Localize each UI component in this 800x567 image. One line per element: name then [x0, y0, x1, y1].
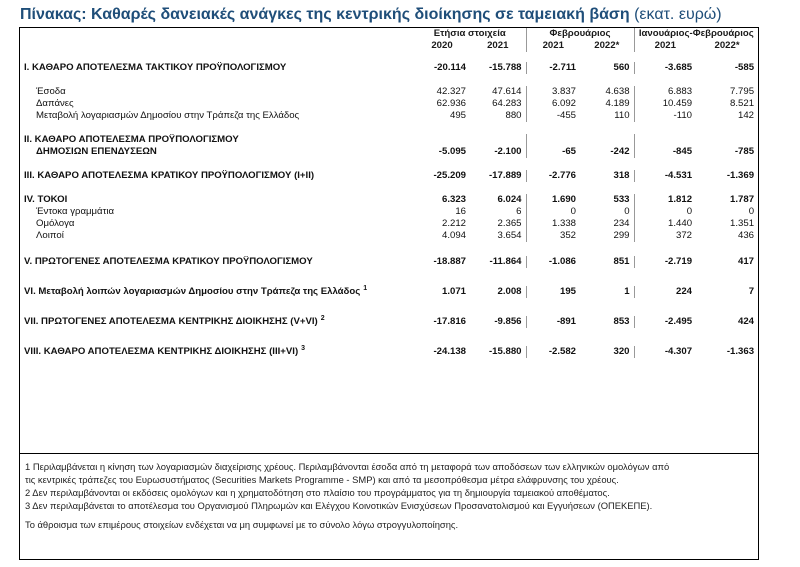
spacer-row [20, 242, 758, 256]
row-value: 10.459 [634, 98, 696, 110]
row-value: 352 [526, 230, 580, 242]
row-value: 2.008 [497, 286, 522, 297]
row-value: 436 [738, 230, 755, 241]
row-value: -15.880 [488, 346, 522, 357]
footnote-1b: τις κεντρικές τράπεζες του Ευρωσυστήματος (Securities Markets Programme - SMP) και από τα μεσοπρόθεσμα μέτρα ελάφρυνσης του χρέους. [25, 474, 619, 485]
table-row [20, 170, 758, 182]
row-label: Έντοκα γραμμάτια [36, 206, 115, 217]
row-value [634, 134, 696, 146]
spacer-row [20, 182, 758, 194]
row-value: 142 [738, 110, 755, 121]
row-value: -65 [526, 146, 580, 158]
row-value: 299 [613, 230, 630, 241]
row-value: 16 [455, 206, 466, 217]
row-value: 64.283 [492, 98, 522, 109]
row-value: -24.138 [433, 346, 466, 357]
header-annual: Ετήσια στοιχεία [433, 28, 506, 39]
row-value: 6.024 [497, 194, 522, 205]
header-year: 2020 [431, 40, 453, 51]
table-frame [19, 27, 759, 560]
row-value: 424 [738, 316, 755, 327]
row-value: -2.582 [526, 346, 580, 358]
table-row [20, 134, 758, 146]
row-value: -2.776 [526, 170, 580, 182]
table-row [20, 206, 758, 218]
row-value: 1.690 [526, 194, 580, 206]
row-value: 2.212 [441, 218, 466, 229]
header-year: 2022* [714, 40, 740, 51]
row-value: 42.327 [436, 86, 466, 97]
row-value: 533 [613, 194, 630, 205]
data-table [20, 28, 758, 358]
table-row [20, 146, 758, 158]
header-year: 2022* [594, 40, 620, 51]
row-value: 195 [526, 286, 580, 298]
row-value: -1.086 [526, 256, 580, 268]
spacer-row [20, 268, 758, 286]
row-value: -242 [610, 146, 630, 157]
row-label: Έσοδα [36, 86, 66, 97]
row-label: VII. ΠΡΩΤΟΓΕΝΕΣ ΑΠΟΤΕΛΕΣΜΑ ΚΕΝΤΡΙΚΗΣ ΔΙΟΙΚΗΣΗΣ (V+VI) $^2$ [24, 314, 325, 327]
row-value: 1.440 [634, 218, 696, 230]
row-value: 560 [613, 62, 630, 73]
row-value: -17.889 [488, 170, 522, 181]
row-value: -891 [526, 316, 580, 328]
row-value: 1.812 [634, 194, 696, 206]
table-row [20, 316, 758, 328]
row-label: Ομόλογα [36, 218, 75, 229]
row-value: 1 [624, 286, 630, 297]
footnote-3: 3 Δεν περιλαμβάνεται το αποτέλεσμα του Οργανισμού Πληρωμών και Ελέγχου Κοινοτικών Ενισχύσεων Προσανατολισμού και Εγγυήσεων (ΟΠΕΚΕΠΕ). [25, 500, 653, 511]
row-value: 851 [613, 256, 630, 267]
table-row [20, 194, 758, 206]
title-unit: (εκατ. ευρώ) [634, 6, 722, 23]
row-label: Δαπάνες [36, 98, 74, 109]
row-value: -1.363 [726, 346, 755, 357]
row-value: 1.351 [730, 218, 755, 229]
row-value: -4.531 [634, 170, 696, 182]
row-value: -2.495 [634, 316, 696, 328]
row-label: VIII. ΚΑΘΑΡΟ ΑΠΟΤΕΛΕΣΜΑ ΚΕΝΤΡΙΚΗΣ ΔΙΟΙΚΗΣΗΣ (III+VI) $^3$ [24, 344, 306, 357]
row-value: 372 [634, 230, 696, 242]
header-year: 2021 [487, 40, 509, 51]
row-value: 8.521 [730, 98, 755, 109]
row-value [526, 134, 580, 146]
row-label: Μεταβολή λογαριασμών Δημοσίου στην Τράπεζα της Ελλάδος [36, 110, 300, 121]
spacer-row [20, 74, 758, 86]
table-row [20, 230, 758, 242]
footnotes [25, 460, 755, 531]
row-value: 0 [526, 206, 580, 218]
row-value: 2.365 [497, 218, 522, 229]
row-value: 3.837 [526, 86, 580, 98]
header-group-row [20, 28, 758, 40]
row-value: 320 [613, 346, 630, 357]
row-value: 880 [505, 110, 522, 121]
row-value: 4.094 [441, 230, 466, 241]
row-value: 224 [634, 286, 696, 298]
row-value: -15.788 [488, 62, 522, 73]
row-value: -585 [734, 62, 755, 73]
header-february: Φεβρουάριος [526, 28, 634, 40]
table-row [20, 218, 758, 230]
row-label: I. ΚΑΘΑΡΟ ΑΠΟΤΕΛΕΣΜΑ ΤΑΚΤΙΚΟΥ ΠΡΟΫΠΟΛΟΓΙΣΜΟΥ [24, 62, 287, 73]
row-label: II. ΚΑΘΑΡΟ ΑΠΟΤΕΛΕΣΜΑ ΠΡΟΫΠΟΛΟΓΙΣΜΟΥ [24, 134, 239, 145]
row-value: -4.307 [634, 346, 696, 358]
table-row [20, 286, 758, 298]
spacer-row [20, 328, 758, 346]
spacer-row [20, 298, 758, 316]
row-value: -11.864 [489, 256, 522, 267]
header-jan-feb: Ιανουάριος-Φεβρουάριος [634, 28, 758, 40]
row-label: Λοιποί [36, 230, 64, 241]
row-value: -25.209 [433, 170, 466, 181]
table-bottom-rule [20, 453, 758, 454]
row-value: 234 [613, 218, 630, 229]
table-row [20, 256, 758, 268]
row-value: -1.369 [726, 170, 755, 181]
row-value: -2.100 [494, 146, 522, 157]
row-value: -455 [526, 110, 580, 122]
row-value: -2.719 [634, 256, 696, 268]
footnote-ref: 3 [301, 344, 306, 352]
row-value: -3.685 [634, 62, 696, 74]
header-year: 2021 [526, 40, 580, 52]
spacer-row [20, 122, 758, 134]
row-label: IV. ΤΟΚΟΙ [24, 194, 68, 205]
table-row [20, 110, 758, 122]
header-year: 2021 [634, 40, 696, 52]
row-value: 1.338 [526, 218, 580, 230]
table-row [20, 86, 758, 98]
row-value: 6.092 [526, 98, 580, 110]
row-label: V. ΠΡΩΤΟΓΕΝΕΣ ΑΠΟΤΕΛΕΣΜΑ ΚΡΑΤΙΚΟΥ ΠΡΟΫΠΟΛΟΓΙΣΜΟΥ [24, 256, 313, 267]
footnote-ref: 1 [363, 284, 368, 292]
table-row [20, 98, 758, 110]
footnote-ref: 2 [320, 314, 325, 322]
table-row [20, 346, 758, 358]
table-row [20, 62, 758, 74]
row-value: 62.936 [436, 98, 466, 109]
row-value: -18.887 [433, 256, 466, 267]
rounding-note: Το άθροισμα των επιμέρους στοιχείων ενδέχεται να μη συμφωνεί με το σύνολο λόγω στρογγυλοποίησης. [25, 519, 459, 530]
row-value: -9.856 [494, 316, 522, 327]
row-value [470, 134, 526, 146]
row-value: 110 [614, 110, 630, 121]
row-label: VI. Μεταβολή λοιπών λογαριασμών Δημοσίου στην Τράπεζα της Ελλάδος $^1$ [24, 284, 368, 297]
row-value: 0 [624, 206, 630, 217]
row-label: ΔΗΜΟΣΙΩΝ ΕΠΕΝΔΥΣΕΩΝ [36, 146, 157, 157]
row-value: -17.816 [433, 316, 466, 327]
row-value: -2.711 [526, 62, 580, 74]
row-value: 7.795 [730, 86, 755, 97]
row-value: 318 [613, 170, 630, 181]
row-value: -785 [734, 146, 755, 157]
spacer-row [20, 158, 758, 170]
row-value: 3.654 [497, 230, 522, 241]
row-value: -845 [634, 146, 696, 158]
row-value: -5.095 [438, 146, 466, 157]
row-value: 6.883 [634, 86, 696, 98]
row-value: 1.787 [730, 194, 755, 205]
row-value: 417 [738, 256, 755, 267]
row-value: 853 [613, 316, 630, 327]
spacer-row [20, 52, 758, 62]
row-value: -20.114 [433, 62, 466, 73]
row-label: III. ΚΑΘΑΡΟ ΑΠΟΤΕΛΕΣΜΑ ΚΡΑΤΙΚΟΥ ΠΡΟΫΠΟΛΟΓΙΣΜΟΥ (I+II) [24, 170, 315, 181]
row-value: 495 [449, 110, 466, 121]
row-value: 4.638 [605, 86, 630, 97]
header-year-row [20, 40, 758, 52]
row-value: 0 [634, 206, 696, 218]
row-value: 6.323 [441, 194, 466, 205]
row-value [696, 134, 758, 146]
footnote-1a: 1 Περιλαμβάνεται η κίνηση των λογαριασμών διαχείρισης χρέους. Περιλαμβάνονται έσοδα από τη μεταφορά των αποδόσεων των ελληνικών ομολόγων από [25, 461, 670, 472]
title-text: Πίνακας: Καθαρές δανειακές ανάγκες της κεντρικής διοίκησης σε ταμειακή βάση [20, 6, 630, 23]
row-value: 1.071 [441, 286, 466, 297]
row-value: 4.189 [605, 98, 630, 109]
row-value: 47.614 [492, 86, 522, 97]
page-title [20, 6, 722, 24]
footnote-2: 2 Δεν περιλαμβάνονται οι εκδόσεις ομολόγων και η χρηματοδότηση στο πλαίσιο του προγράμματος για τη δημιουργία ταμειακού αποθέματος. [25, 487, 610, 498]
row-value [414, 134, 470, 146]
row-value: 7 [748, 286, 755, 297]
row-value: 6 [516, 206, 522, 217]
row-value: -110 [634, 110, 696, 122]
row-value: 0 [748, 206, 755, 217]
row-value [580, 134, 634, 146]
